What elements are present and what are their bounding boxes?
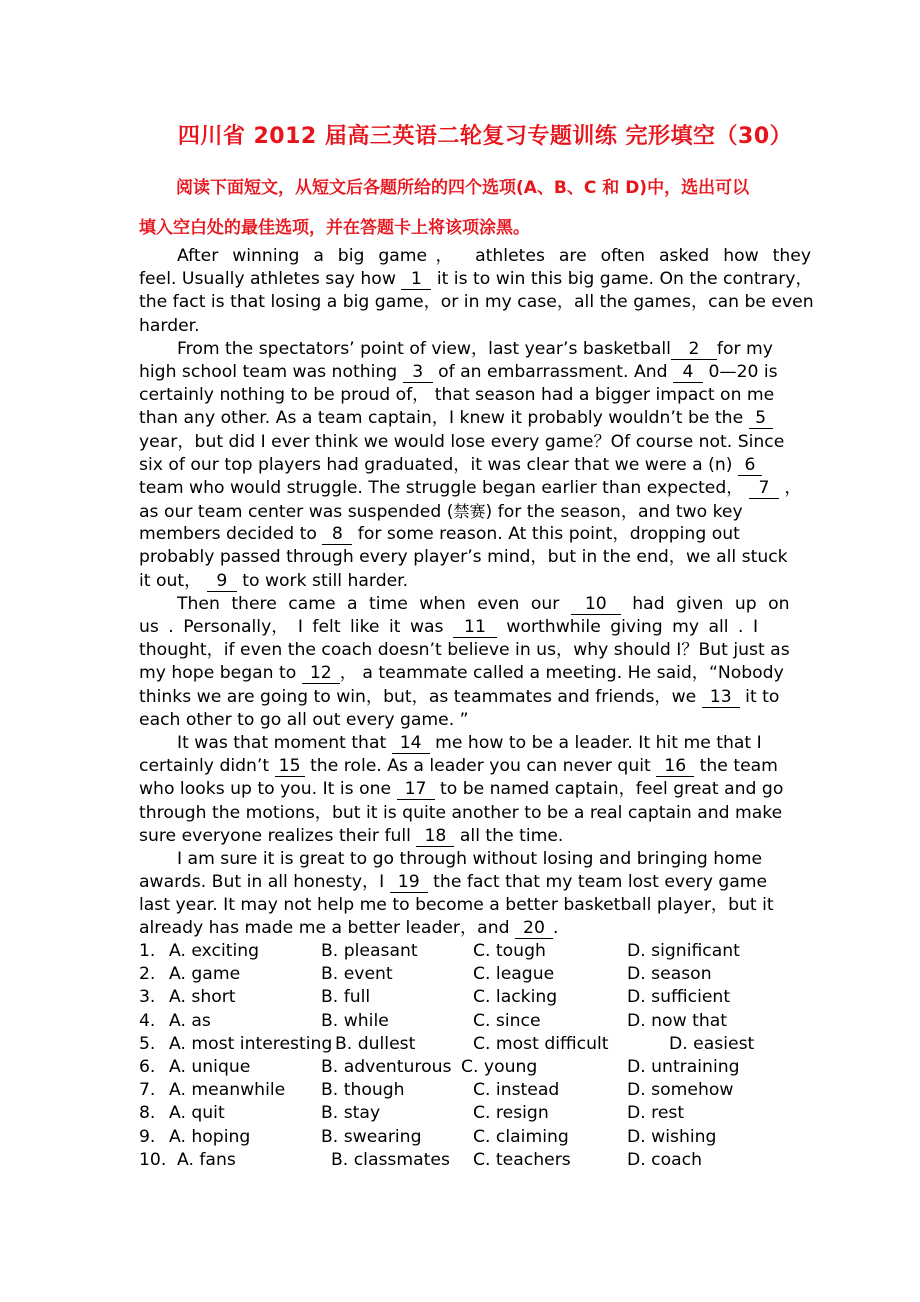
passage-line: six of our top players had graduated，it was clear that we were a (n) 6	[139, 454, 811, 477]
option-c: C. most difficult	[473, 1033, 609, 1054]
passage-line: through the motions，but it is quite another to be a real captain and make	[139, 802, 783, 823]
passage-line: team who would struggle. The struggle began earlier than expected， 7 ，	[139, 477, 802, 498]
option-b: B. adventurous	[321, 1056, 452, 1077]
blank-9: 9	[207, 572, 237, 592]
option-d: D. now that	[627, 1010, 727, 1031]
option-b: B. while	[321, 1010, 389, 1031]
option-d: D. rest	[627, 1103, 685, 1124]
question-number: 1.	[139, 941, 156, 961]
question-number: 5.	[139, 1033, 156, 1054]
option-d: D. coach	[627, 1149, 703, 1170]
option-c: C. league	[473, 964, 555, 985]
blank-6: 6	[738, 456, 762, 476]
passage-line: my hope began to 12 ， a teammate called a meeting. He said，“Nobody	[139, 663, 784, 684]
blank-16: 16	[656, 757, 694, 777]
passage-line: it out， 9 to work still harder.	[139, 570, 409, 591]
passage-line: last year. It may not help me to become a better basketball player，but it	[139, 895, 774, 916]
question-row-7	[139, 1079, 819, 1102]
passage-line: than any other. As a team captain，I knew it probably wouldn’t be the 5	[139, 407, 811, 430]
passage-line: year，but did I ever think we would lose every game？Of course not. Since	[139, 431, 785, 452]
question-number: 8.	[139, 1103, 156, 1124]
chinese-annotation: 禁赛	[453, 502, 486, 522]
passage-line: feel. Usually athletes say how 1 it is to win this big game. On the contrary，	[139, 269, 813, 290]
passage-line: us . Personally， I felt like it was 11 worthwhile giving my all . I	[139, 617, 759, 637]
question-row-10	[139, 1149, 819, 1172]
blank-3: 3	[403, 363, 433, 383]
blank-4: 4	[673, 363, 703, 383]
passage-line: After winning a big game， athletes are often asked how they	[177, 246, 811, 266]
option-a: A. as	[169, 1010, 211, 1031]
option-d: D. sufficient	[627, 987, 731, 1008]
blank-12: 12	[302, 664, 340, 684]
question-number: 6.	[139, 1056, 156, 1077]
passage-line: members decided to 8 for some reason. At this point，dropping out	[139, 524, 740, 545]
answer-options	[139, 940, 819, 1172]
passage-line: the fact is that losing a big game，or in my case，all the games，can be even	[139, 292, 814, 313]
question-row-6	[139, 1056, 819, 1079]
blank-13: 13	[702, 688, 740, 708]
passage-line: each other to go all out every game. ”	[139, 709, 469, 730]
question-number: 4.	[139, 1010, 156, 1031]
passage-line: certainly nothing to be proud of， that season had a bigger impact on me	[139, 385, 775, 406]
passage-line: thinks we are going to win，but，as teammates and friends，we 13 it to	[139, 686, 780, 707]
blank-19: 19	[390, 873, 428, 893]
passage-line: who looks up to you. It is one 17 to be named captain，feel great and go	[139, 779, 784, 800]
passage-line: probably passed through every player’s mind，but in the end，we all stuck	[139, 547, 788, 568]
question-number: 3.	[139, 987, 156, 1008]
question-row-1	[139, 940, 819, 963]
option-a: A. fans	[177, 1149, 236, 1170]
option-b: B. classmates	[331, 1149, 450, 1170]
option-c: C. lacking	[473, 987, 558, 1008]
question-number: 7.	[139, 1080, 156, 1101]
question-number: 9.	[139, 1126, 156, 1147]
blank-5: 5	[749, 409, 773, 429]
option-a: A. unique	[169, 1056, 251, 1077]
question-row-8	[139, 1102, 819, 1125]
cloze-passage	[139, 245, 814, 941]
blank-15: 15	[275, 757, 305, 777]
passage-line: thought，if even the coach doesn’t believe in us，why should I？But just as	[139, 640, 790, 661]
option-c: C. resign	[473, 1103, 549, 1124]
option-a: A. meanwhile	[169, 1080, 286, 1101]
passage-line: awards. But in all honesty，I 19 the fact that my team lost every game	[139, 872, 768, 893]
option-a: A. exciting	[169, 941, 260, 961]
option-d: D. season	[627, 964, 712, 985]
question-row-5	[139, 1033, 819, 1056]
blank-7: 7	[749, 479, 779, 499]
option-a: A. game	[169, 964, 241, 985]
option-b: B. stay	[321, 1103, 381, 1124]
question-row-2	[139, 963, 819, 986]
option-d: D. untraining	[627, 1056, 740, 1077]
option-c: C. young	[461, 1056, 538, 1077]
blank-17: 17	[397, 780, 435, 800]
blank-18: 18	[416, 827, 454, 847]
passage-line: It was that moment that 14 me how to be a leader. It hit me that I	[177, 732, 762, 753]
blank-8: 8	[322, 525, 352, 545]
passage-line: as our team center was suspended (禁赛) for the season，and two key	[139, 502, 743, 523]
option-c: C. tough	[473, 941, 546, 961]
option-c: C. instead	[473, 1080, 560, 1101]
option-d: D. somehow	[627, 1080, 734, 1101]
option-a: A. hoping	[169, 1126, 251, 1147]
blank-11: 11	[453, 618, 497, 638]
question-row-3	[139, 986, 819, 1009]
question-row-4	[139, 1010, 819, 1033]
option-a: A. short	[169, 987, 236, 1008]
instructions-line-1: 阅读下面短文，从短文后各题所给的四个选项(A、B、C 和 D)中，选出可以	[176, 178, 750, 198]
option-d: D. easiest	[669, 1033, 755, 1054]
option-b: B. pleasant	[321, 941, 418, 961]
passage-line: I am sure it is great to go through without losing and bringing home	[177, 848, 763, 869]
blank-14: 14	[392, 734, 430, 754]
option-d: D. wishing	[627, 1126, 717, 1147]
option-b: B. though	[321, 1080, 405, 1101]
blank-2: 2	[671, 340, 717, 360]
passage-line: certainly didn’t 15 the role. As a leader you can never quit 16 the team	[139, 756, 778, 777]
blank-1: 1	[401, 270, 431, 290]
passage-line: Then there came a time when even our 10 had given up on	[177, 593, 790, 614]
passage-line: From the spectators’ point of view，last year’s basketball 2 for my	[177, 338, 773, 359]
passage-line: already has made me a better leader，and 20 .	[139, 918, 559, 939]
blank-10: 10	[571, 595, 621, 615]
option-c: C. since	[473, 1010, 541, 1031]
option-a: A. most interesting	[169, 1033, 333, 1054]
option-c: C. claiming	[473, 1126, 569, 1147]
option-b: B. dullest	[335, 1033, 416, 1054]
passage-line: harder.	[139, 315, 200, 336]
option-b: B. event	[321, 964, 393, 985]
passage-line: sure everyone realizes their full 18 all the time.	[139, 825, 564, 846]
page-title: 四川省 2012 届高三英语二轮复习专题训练 完形填空（30）	[177, 124, 793, 149]
option-d: D. significant	[627, 941, 740, 961]
question-row-9	[139, 1126, 819, 1149]
question-number: 2.	[139, 964, 156, 985]
option-c: C. teachers	[473, 1149, 571, 1170]
passage-line: high school team was nothing 3 of an embarrassment. And 4 0—20 is	[139, 361, 778, 382]
option-b: B. swearing	[321, 1126, 422, 1147]
option-b: B. full	[321, 987, 371, 1008]
option-a: A. quit	[169, 1103, 225, 1124]
question-number: 10.	[139, 1149, 167, 1170]
instructions-line-2: 填入空白处的最佳选项，并在答题卡上将该项涂黑。	[139, 218, 530, 238]
blank-20: 20	[515, 919, 553, 939]
